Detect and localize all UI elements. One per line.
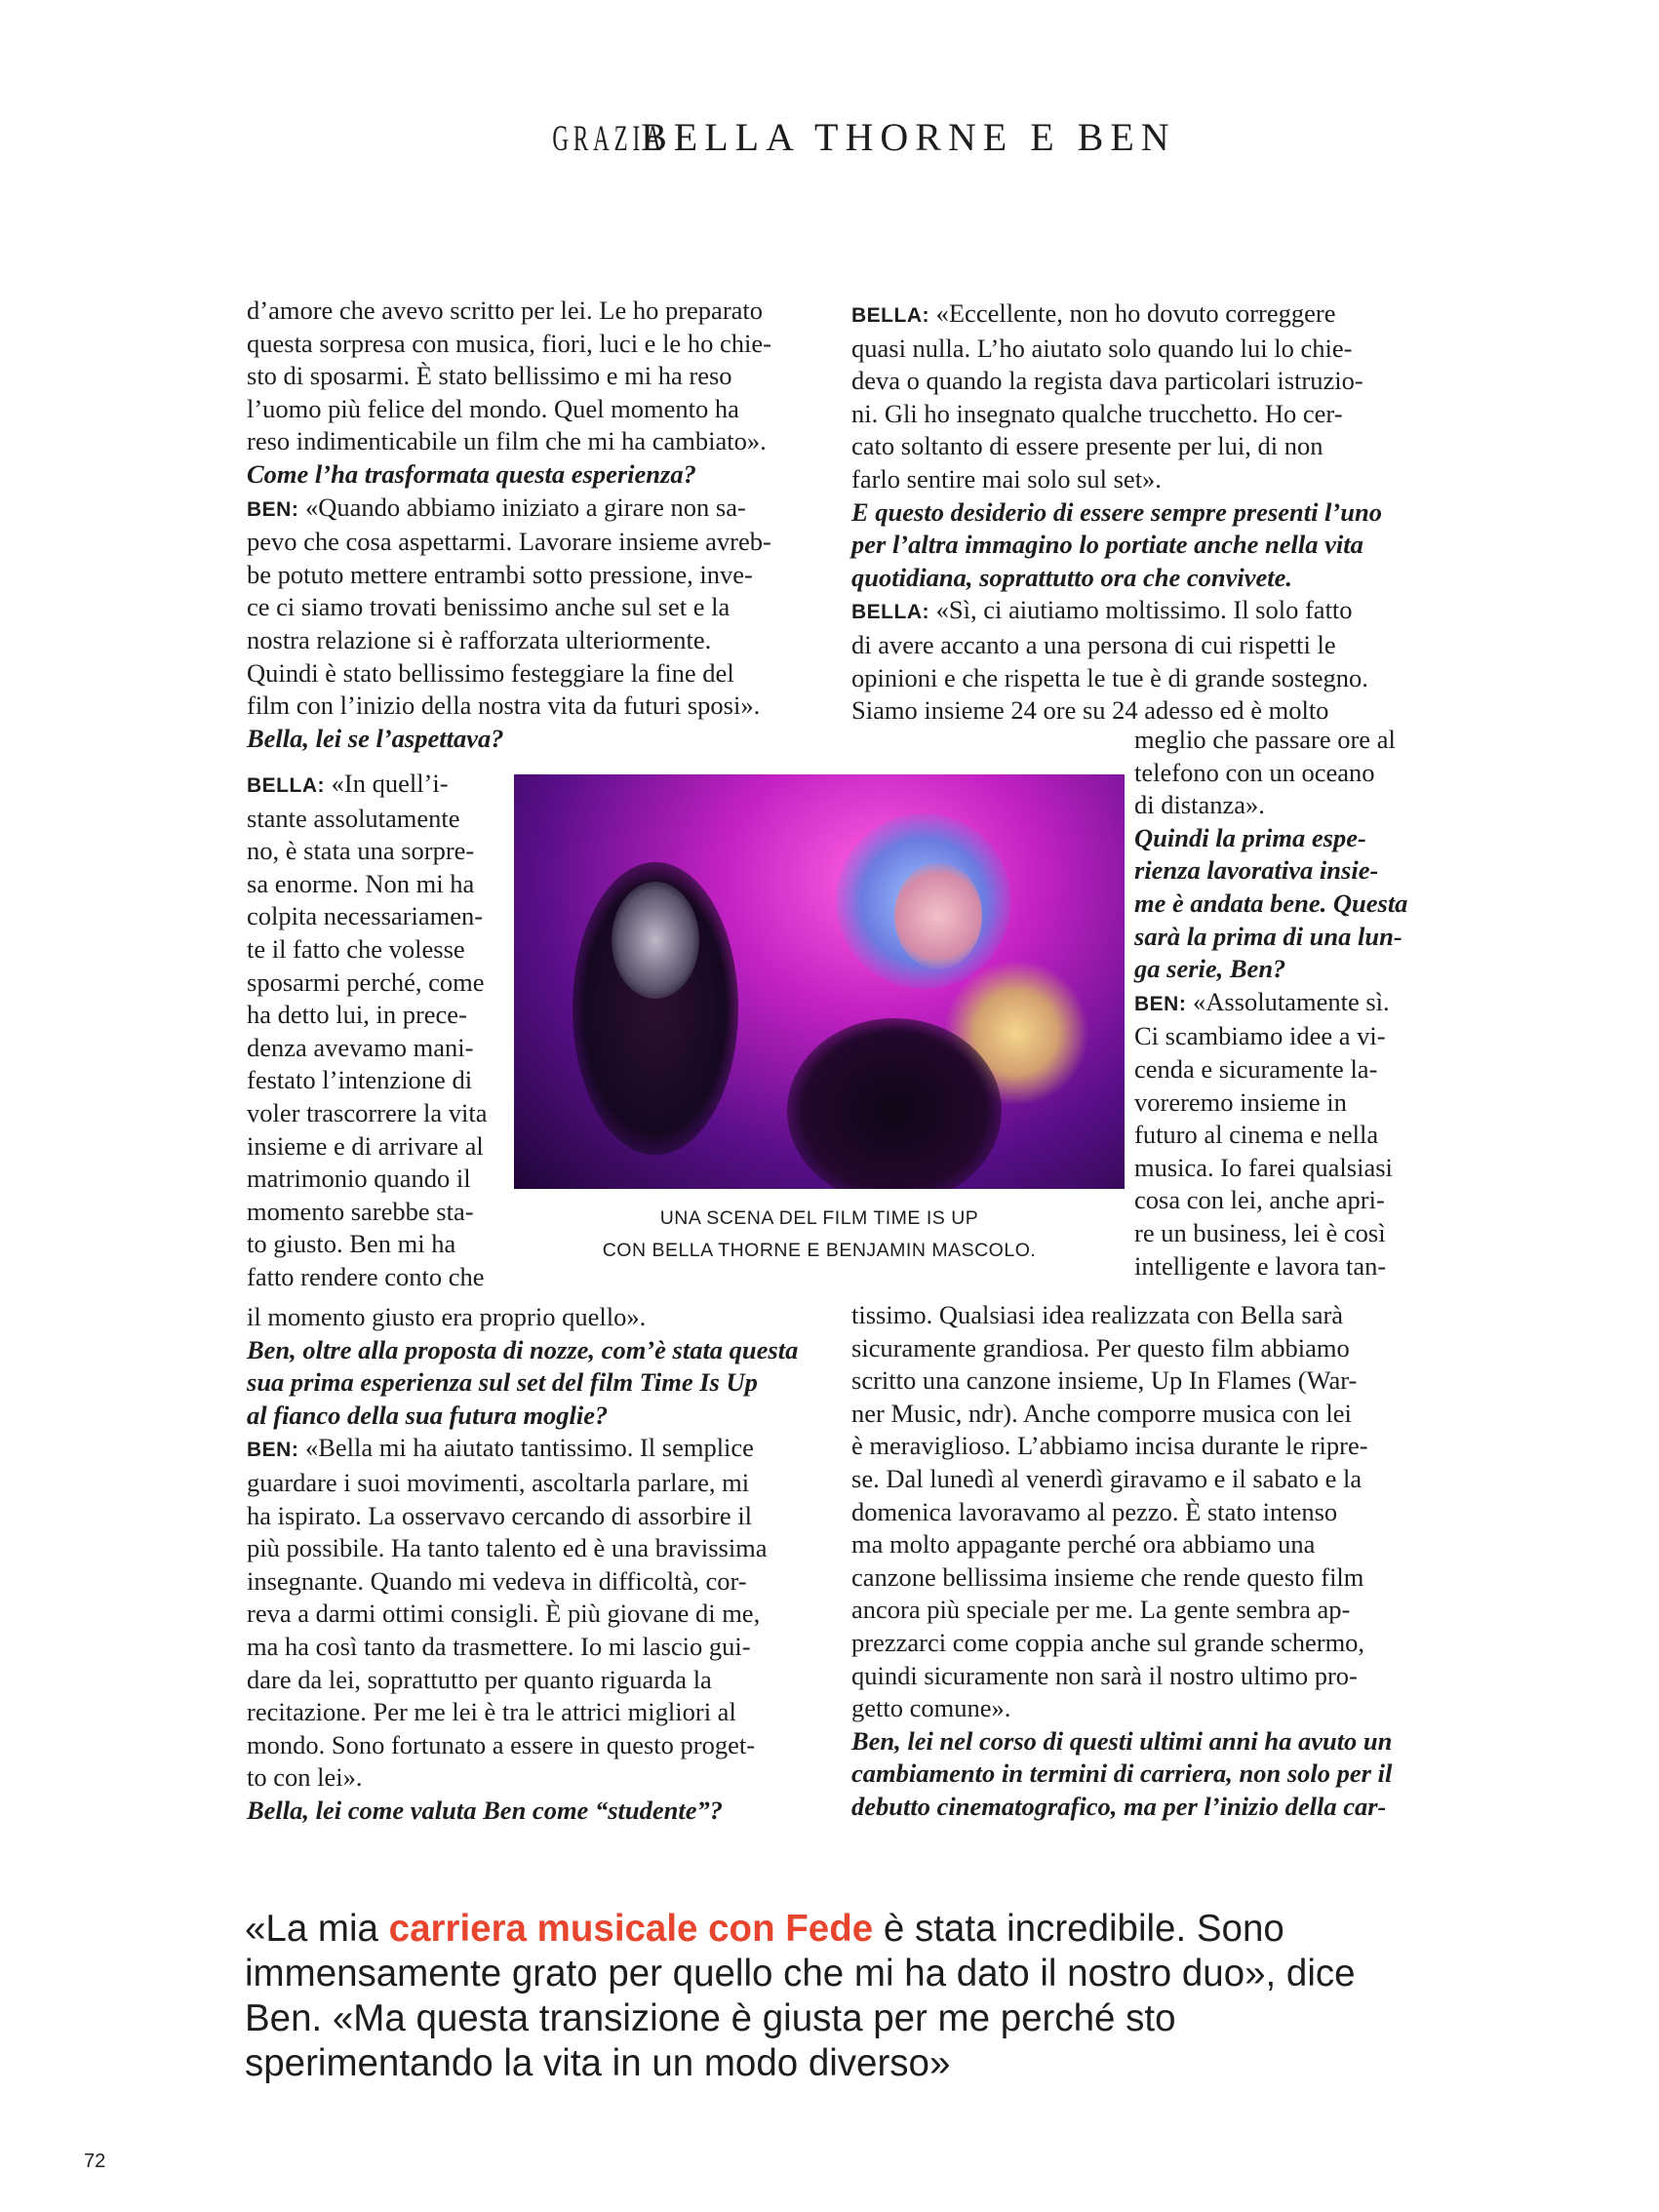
body-text: recitazione. Per me lei è tra le attrici migliori al: [247, 1697, 736, 1727]
text-line: [247, 1598, 806, 1631]
text-line: [851, 1496, 1410, 1529]
text-line: [1134, 1152, 1410, 1185]
body-text: film con l’inizio della nostra vita da futuri sposi».: [247, 691, 761, 721]
text-line: [1134, 1053, 1410, 1086]
body-text: sa enorme. Non mi ha: [247, 868, 475, 898]
body-text: re un business, lei è così: [1134, 1217, 1386, 1247]
text-line: [247, 1097, 504, 1130]
body-text: mondo. Sono fortunato a essere in questo proget-: [247, 1729, 756, 1759]
body-text: Ci scambiamo idee a vi-: [1134, 1021, 1386, 1051]
body-text: ner Music, ndr). Anche comporre musica con lei: [851, 1398, 1352, 1428]
body-text: canzone bellissima insieme che rende questo film: [851, 1561, 1364, 1592]
text-line: [851, 1528, 1410, 1561]
speaker-label: BELLA:: [851, 304, 929, 327]
text-line: [247, 1163, 504, 1196]
text-line: [247, 1130, 504, 1164]
text-line: [247, 967, 504, 1000]
text-line: [247, 624, 806, 657]
text-line: [247, 1729, 806, 1762]
text-line: [247, 295, 806, 328]
question-text: Ben, lei nel corso di questi ultimi anni ha avuto un: [851, 1725, 1393, 1756]
text-line: [851, 1398, 1410, 1431]
text-line: [1134, 1119, 1410, 1152]
body-text: deva o quando la regista dava particolari istruzio-: [851, 366, 1363, 396]
text-line: [851, 629, 1410, 662]
text-line: [247, 1366, 806, 1400]
body-text: futuro al cinema e nella: [1134, 1120, 1379, 1150]
body-text: ancora più speciale per me. La gente sembra ap-: [851, 1595, 1351, 1625]
body-text: «Bella mi ha aiutato tantissimo. Il semplice: [304, 1433, 754, 1463]
text-line: [851, 694, 1410, 728]
text-line: [247, 1631, 806, 1664]
body-text: no, è stata una sorpre-: [247, 836, 475, 866]
body-text: tissimo. Qualsiasi idea realizzata con Bella sarà: [851, 1300, 1344, 1329]
text-line: [247, 1261, 504, 1294]
question-text: Come l’ha trasformata questa esperienza?: [247, 458, 696, 489]
body-text: reva a darmi ottimi consigli. È più giovane di me,: [247, 1599, 761, 1629]
body-text: musica. Io farei qualsiasi: [1134, 1152, 1393, 1182]
question-text: ga serie, Ben?: [1134, 954, 1286, 984]
text-line: [1134, 724, 1410, 757]
text-line: [851, 1299, 1410, 1332]
body-text: è meraviglioso. L’abbiamo incisa durante le ripre-: [851, 1431, 1368, 1461]
question-text: Ben, oltre alla proposta di nozze, com’è stata questa: [247, 1334, 799, 1364]
body-text: farlo sentire mai solo sul set».: [851, 463, 1162, 494]
body-text: to giusto. Ben mi ha: [247, 1229, 456, 1259]
question-text: Bella, lei se l’aspettava?: [247, 723, 504, 753]
text-line: [851, 562, 1410, 595]
text-line: [247, 1032, 504, 1065]
text-line: [247, 1500, 806, 1533]
body-text: «Quando abbiamo iniziato a girare non sa-: [304, 492, 746, 522]
text-line: [247, 1532, 806, 1565]
column-left-bottom: [247, 1301, 806, 1828]
body-text: se. Dal lunedì al venerdì giravamo e il sabato e la: [851, 1463, 1363, 1493]
pull-quote: [245, 1907, 1415, 2086]
body-text: te il fatto che volesse: [247, 933, 465, 964]
speaker-label: BEN:: [1134, 992, 1187, 1015]
column-right-bottom: [851, 1299, 1410, 1824]
body-text: voreremo insieme in: [1134, 1086, 1347, 1117]
body-text: nostra relazione si è rafforzata ulteriormente.: [247, 624, 712, 654]
body-text: prezzarci come coppia anche sul grande schermo,: [851, 1627, 1365, 1657]
question-text: me è andata bene. Questa: [1134, 888, 1408, 918]
text-line: [851, 1430, 1410, 1463]
text-line: [851, 1463, 1410, 1496]
body-text: «Eccellente, non ho dovuto correggere: [935, 298, 1336, 328]
text-line: [247, 1467, 806, 1500]
body-text: insegnante. Quando mi vedeva in difficoltà, cor-: [247, 1565, 747, 1596]
text-line: [851, 594, 1410, 629]
text-line: [1134, 921, 1410, 954]
pull-quote-before: «La mia: [245, 1908, 389, 1950]
text-line: [851, 496, 1410, 530]
text-line: [1134, 1086, 1410, 1120]
body-text: guardare i suoi movimenti, ascoltarla parlare, mi: [247, 1467, 750, 1497]
body-text: questa sorpresa con musica, fiori, luci e le ho chie-: [247, 328, 771, 358]
body-text: scritto una canzone insieme, Up In Flames (War-: [851, 1365, 1358, 1396]
question-text: rienza lavorativa insie-: [1134, 855, 1379, 886]
text-line: [247, 1064, 504, 1097]
body-text: meglio che passare ore al: [1134, 725, 1396, 754]
text-line: [247, 900, 504, 933]
body-text: insieme e di arrivare al: [247, 1130, 484, 1161]
caption-line-1: UNA SCENA DEL FILM TIME IS UP: [659, 1207, 979, 1229]
question-text: sarà la prima di una lun-: [1134, 921, 1402, 951]
text-line: [247, 492, 806, 527]
text-line: [851, 1758, 1410, 1791]
body-text: ha ispirato. La osservavo cercando di assorbire il: [247, 1500, 753, 1530]
body-text: ce ci siamo trovati benissimo anche sul set e la: [247, 592, 731, 622]
text-line: [851, 662, 1410, 695]
text-line: [1134, 757, 1410, 790]
text-line: [247, 328, 806, 361]
body-text: d’amore che avevo scritto per lei. Le ho preparato: [247, 296, 764, 325]
text-line: [1134, 822, 1410, 855]
text-line: [851, 333, 1410, 366]
pull-quote-after: è stata incredibile. Sono immensamente grato per quello che mi ha dato il nostro duo», dice Ben. «Ma questa transizione è giusta per me perché sto sperimentando la vita in un modo diverso»: [245, 1908, 1356, 2084]
question-text: E questo desiderio di essere sempre presenti l’uno: [851, 496, 1382, 527]
speaker-label: BEN:: [247, 1439, 299, 1462]
text-line: [247, 1664, 806, 1697]
text-line: [247, 690, 806, 723]
question-text: per l’altra immagino lo portiate anche nella vita: [851, 530, 1363, 560]
body-text: il momento giusto era proprio quello».: [247, 1302, 647, 1331]
text-line: [851, 1660, 1410, 1693]
body-text: getto comune».: [851, 1693, 1011, 1723]
text-line: [247, 1432, 806, 1467]
question-text: quotidiana, soprattutto ora che convivete.: [851, 562, 1292, 592]
body-text: voler trascorrere la vita: [247, 1097, 488, 1127]
body-text: cato soltanto di essere presente per lui, di non: [851, 431, 1323, 461]
body-text: telefono con un oceano: [1134, 757, 1375, 787]
question-text: debutto cinematografico, ma per l’inizio della car-: [851, 1791, 1387, 1821]
text-line: [851, 1561, 1410, 1595]
text-line: [247, 999, 504, 1032]
text-line: [247, 868, 504, 901]
speaker-label: BELLA:: [247, 774, 325, 797]
body-text: di avere accanto a una persona di cui rispetti le: [851, 629, 1336, 659]
text-line: [247, 591, 806, 624]
body-text: ma molto appagante perché ora abbiamo una: [851, 1529, 1316, 1560]
body-text: ni. Gli ho insegnato qualche trucchetto. Ho cer-: [851, 398, 1343, 428]
text-line: [1134, 1217, 1410, 1250]
text-line: [247, 933, 504, 967]
text-line: [1134, 1250, 1410, 1284]
body-text: «In quell’i-: [331, 769, 449, 798]
page-number: 72: [84, 2151, 106, 2172]
body-text: intelligente e lavora tan-: [1134, 1250, 1387, 1281]
text-line: [1134, 953, 1410, 986]
text-line: [851, 365, 1410, 398]
text-line: [1134, 1184, 1410, 1217]
body-text: domenica lavoravamo al pezzo. È stato intenso: [851, 1496, 1338, 1526]
text-line: [1134, 1020, 1410, 1053]
text-line: [247, 559, 806, 592]
body-text: sto di sposarmi. È stato bellissimo e mi ha reso: [247, 361, 732, 391]
page-header: [0, 114, 1659, 160]
text-line: [247, 803, 504, 836]
question-text: al fianco della sua futura moglie?: [247, 1400, 609, 1430]
body-text: sposarmi perché, come: [247, 967, 485, 997]
body-text: denza avevamo mani-: [247, 1032, 474, 1062]
text-line: [851, 529, 1410, 562]
text-line: [247, 425, 806, 458]
text-line: [247, 835, 504, 868]
body-text: reso indimenticabile un film che mi ha cambiato».: [247, 426, 767, 456]
question-text: sua prima esperienza sul set del film Time Is Up: [247, 1367, 758, 1398]
text-line: [247, 1795, 806, 1828]
photo-caption: [514, 1203, 1125, 1267]
text-line: [1134, 854, 1410, 888]
body-text: colpita necessariamen-: [247, 901, 484, 931]
column-right-top: [851, 297, 1410, 728]
text-line: [851, 1364, 1410, 1398]
text-line: [247, 1696, 806, 1729]
text-line: [247, 657, 806, 691]
caption-line-2: CON BELLA THORNE E BENJAMIN MASCOLO.: [602, 1240, 1037, 1261]
text-line: [851, 1627, 1410, 1660]
text-line: [247, 458, 806, 492]
text-line: [247, 723, 806, 756]
text-line: [851, 1791, 1410, 1824]
body-text: cosa con lei, anche apri-: [1134, 1185, 1385, 1215]
text-line: [1134, 986, 1410, 1021]
body-text: matrimonio quando il: [247, 1164, 471, 1194]
body-text: di distanza».: [1134, 790, 1265, 820]
body-text: opinioni e che rispetta le tue è di grande sostegno.: [851, 662, 1368, 692]
film-still-photo: [514, 774, 1125, 1189]
body-text: sicuramente grandiosa. Per questo film abbiamo: [851, 1332, 1350, 1363]
text-line: [247, 1196, 504, 1229]
magazine-brand: GRAZIA: [552, 119, 667, 159]
body-text: ha detto lui, in prece-: [247, 1000, 467, 1030]
body-text: quasi nulla. L’ho aiutato solo quando lui lo chie-: [851, 333, 1353, 363]
text-line: [247, 360, 806, 393]
column-left-top: [247, 295, 806, 755]
pull-quote-highlight: carriera musicale con Fede: [388, 1908, 874, 1950]
text-line: [247, 1228, 504, 1261]
body-text: to con lei».: [247, 1762, 363, 1793]
body-text: stante assolutamente: [247, 803, 460, 833]
text-line: [247, 1565, 806, 1599]
text-line: [851, 463, 1410, 496]
body-text: dare da lei, soprattutto per quanto riguarda la: [247, 1664, 712, 1694]
text-line: [851, 430, 1410, 463]
question-text: Quindi la prima espe-: [1134, 822, 1366, 852]
article-section-title: BELLA THORNE E BEN: [641, 115, 1176, 159]
body-text: be potuto mettere entrambi sotto pressione, inve-: [247, 559, 753, 589]
text-line: [247, 1334, 806, 1367]
body-text: quindi sicuramente non sarà il nostro ultimo pro-: [851, 1660, 1358, 1690]
body-text: fatto rendere conto che: [247, 1261, 485, 1291]
text-line: [247, 393, 806, 426]
text-line: [1134, 888, 1410, 921]
speaker-label: BEN:: [247, 497, 299, 521]
body-text: pevo che cosa aspettarmi. Lavorare insieme avreb-: [247, 527, 771, 557]
speaker-label: BELLA:: [851, 601, 929, 624]
question-text: Bella, lei come valuta Ben come “studente”?: [247, 1795, 723, 1825]
text-line: [247, 526, 806, 559]
column-left-narrow: [247, 768, 504, 1294]
text-line: [247, 1301, 806, 1334]
body-text: Quindi è stato bellissimo festeggiare la fine del: [247, 657, 734, 688]
question-text: cambiamento in termini di carriera, non solo per il: [851, 1758, 1393, 1789]
text-line: [851, 1725, 1410, 1758]
text-line: [851, 1332, 1410, 1365]
column-right-narrow: [1134, 724, 1410, 1283]
text-line: [247, 1400, 806, 1433]
body-text: momento sarebbe sta-: [247, 1196, 474, 1226]
body-text: cenda e sicuramente la-: [1134, 1053, 1378, 1084]
body-text: «Sì, ci aiutiamo moltissimo. Il solo fatto: [935, 595, 1353, 625]
body-text: festato l’intenzione di: [247, 1065, 473, 1095]
text-line: [247, 1761, 806, 1795]
text-line: [851, 1692, 1410, 1725]
text-line: [851, 398, 1410, 431]
body-text: «Assolutamente sì.: [1192, 986, 1390, 1016]
body-text: ma ha così tanto da trasmettere. Io mi lascio gui-: [247, 1631, 751, 1661]
text-line: [851, 1594, 1410, 1627]
body-text: l’uomo più felice del mondo. Quel momento ha: [247, 393, 739, 423]
body-text: più possibile. Ha tanto talento ed è una bravissima: [247, 1533, 768, 1563]
text-line: [851, 297, 1410, 333]
text-line: [1134, 789, 1410, 822]
body-text: Siamo insieme 24 ore su 24 adesso ed è molto: [851, 695, 1329, 726]
text-line: [247, 768, 504, 803]
